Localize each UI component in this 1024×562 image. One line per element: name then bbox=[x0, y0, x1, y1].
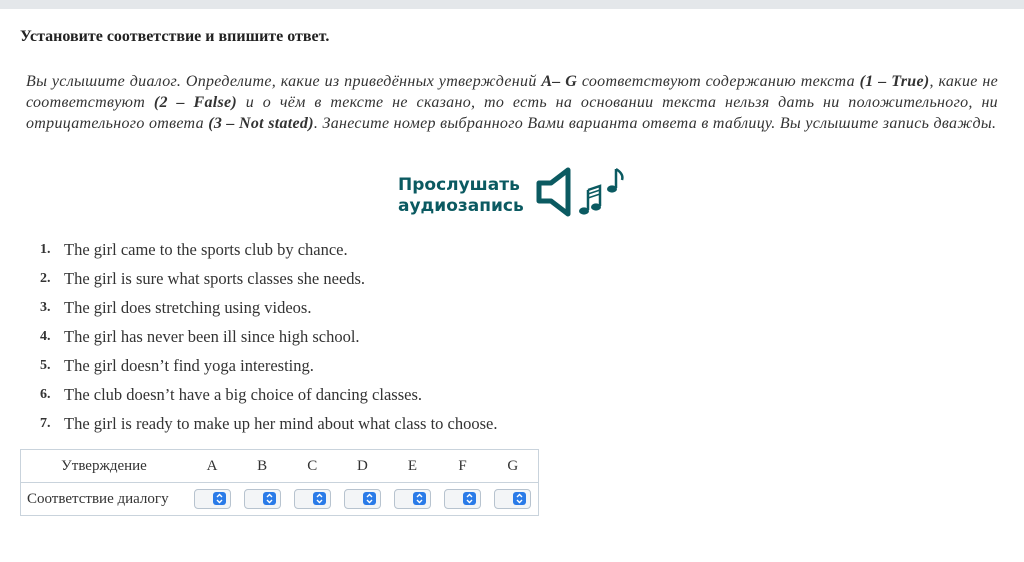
answer-select-b[interactable] bbox=[244, 489, 281, 509]
table-header-label: Утверждение bbox=[61, 457, 147, 474]
select-arrows-icon bbox=[513, 492, 526, 505]
column-header-e: E bbox=[407, 457, 418, 474]
task-title: Установите соответствие и впишите ответ. bbox=[20, 28, 330, 45]
list-item: 6. The club doesn’t have a big choice of dancing classes. bbox=[40, 384, 422, 404]
instructions: Вы услышите диалог. Определите, какие из приведённых утверждений A– G соответствуют содержанию текста (1 – True), какие не соответствуют (2 – False) и о чём в тексте не сказано, то есть на основании текста нельзя дать ни положительного, ни отрицательного ответа (3 – Not stated). Занесите номер выбранного Вами варианта ответа в таблицу. Вы услышите запись дважды. bbox=[26, 73, 998, 132]
column-header-a: A bbox=[206, 457, 218, 474]
list-item: 7. The girl is ready to make up her mind about what class to choose. bbox=[40, 413, 498, 433]
list-item: 1. The girl came to the sports club by chance. bbox=[40, 239, 348, 259]
select-arrows-icon bbox=[363, 492, 376, 505]
list-item: 2. The girl is sure what sports classes she needs. bbox=[40, 268, 366, 288]
speaker-music-icon bbox=[536, 166, 628, 225]
play-audio-button[interactable] bbox=[398, 166, 628, 225]
answer-select-a[interactable] bbox=[194, 489, 231, 509]
answer-table bbox=[20, 449, 539, 516]
select-arrows-icon bbox=[213, 492, 226, 505]
select-arrows-icon bbox=[263, 492, 276, 505]
statements-list bbox=[40, 235, 497, 438]
column-header-b: B bbox=[257, 457, 268, 474]
table-row-label: Соответствие диалогу bbox=[21, 483, 188, 516]
answer-select-d[interactable] bbox=[344, 489, 381, 509]
answer-select-g[interactable] bbox=[494, 489, 531, 509]
column-header-f: F bbox=[458, 457, 467, 474]
select-arrows-icon bbox=[413, 492, 426, 505]
select-arrows-icon bbox=[313, 492, 326, 505]
table-answer-row bbox=[21, 483, 539, 516]
answer-select-c[interactable] bbox=[294, 489, 331, 509]
answer-select-f[interactable] bbox=[444, 489, 481, 509]
table-header-row bbox=[21, 450, 539, 483]
list-item: 4. The girl has never been ill since high school. bbox=[40, 326, 360, 346]
select-arrows-icon bbox=[463, 492, 476, 505]
column-header-g: G bbox=[507, 457, 519, 474]
list-item: 3. The girl does stretching using videos. bbox=[40, 297, 312, 317]
list-item: 5. The girl doesn’t find yoga interesting. bbox=[40, 355, 314, 375]
column-header-c: C bbox=[307, 457, 318, 474]
answer-select-e[interactable] bbox=[394, 489, 431, 509]
column-header-d: D bbox=[356, 457, 368, 474]
top-bar bbox=[0, 0, 1024, 9]
play-audio-label: Прослушать аудиозапись bbox=[398, 174, 524, 216]
